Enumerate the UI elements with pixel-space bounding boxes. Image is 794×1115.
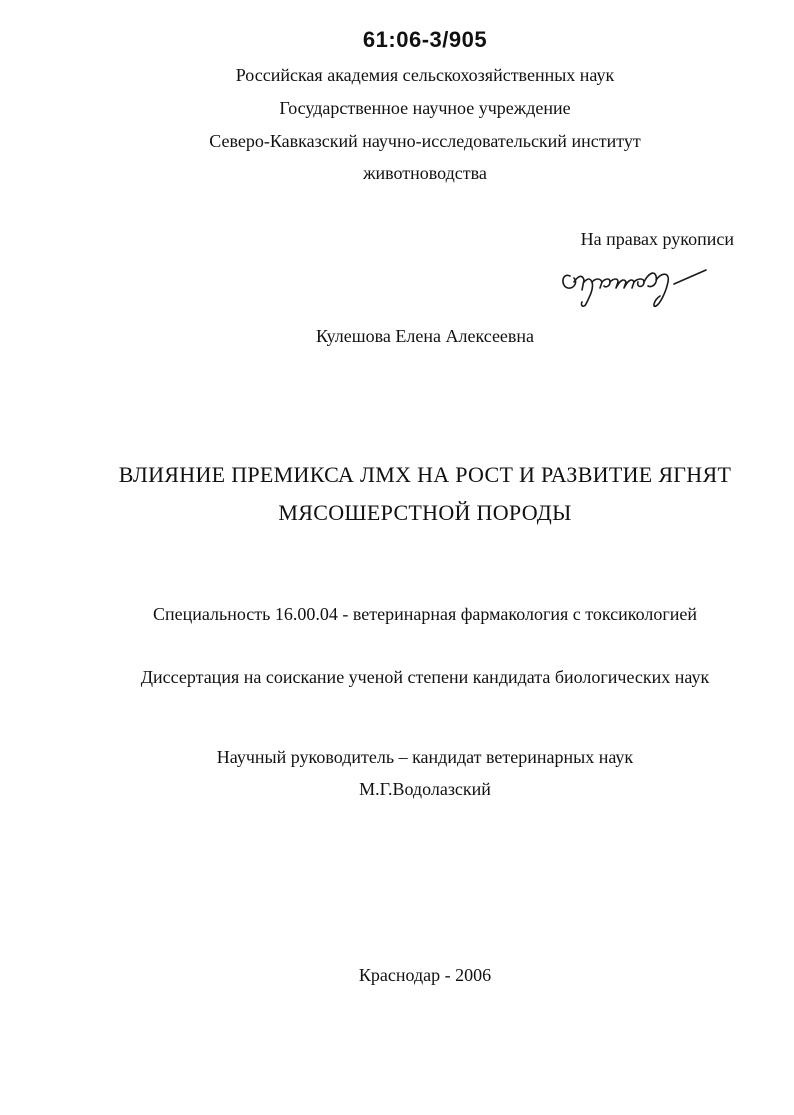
catalog-code: 61:06-3/905	[362, 27, 488, 52]
academy-name: Российская академия сельскохозяйственных наук	[235, 65, 615, 85]
dissertation-title-line2: МЯСОШЕРСТНОЙ ПОРОДЫ	[278, 500, 572, 525]
institution-type: Государственное научное учреждение	[279, 98, 571, 118]
supervisor-name: М.Г.Водолазский	[359, 779, 491, 799]
dissertation-title-line1: ВЛИЯНИЕ ПРЕМИКСА ЛМХ НА РОСТ И РАЗВИТИЕ ЯГНЯТ	[118, 462, 732, 487]
degree-statement: Диссертация на соискание ученой степени кандидата биологических наук	[140, 667, 710, 687]
manuscript-rights-note: На правах рукописи	[580, 229, 734, 249]
institute-name-line2: животноводства	[363, 163, 487, 183]
supervisor-role: Научный руководитель – кандидат ветеринарных наук	[216, 747, 634, 767]
signature-strokes	[563, 270, 706, 306]
author-name: Кулешова Елена Алексеевна	[315, 326, 535, 346]
specialty: Специальность 16.00.04 - ветеринарная фармакология с токсикологией	[152, 604, 698, 624]
institute-name-line1: Северо-Кавказский научно-исследовательский институт	[209, 131, 641, 151]
place-and-year: Краснодар - 2006	[358, 965, 492, 985]
handwritten-signature	[556, 252, 716, 310]
